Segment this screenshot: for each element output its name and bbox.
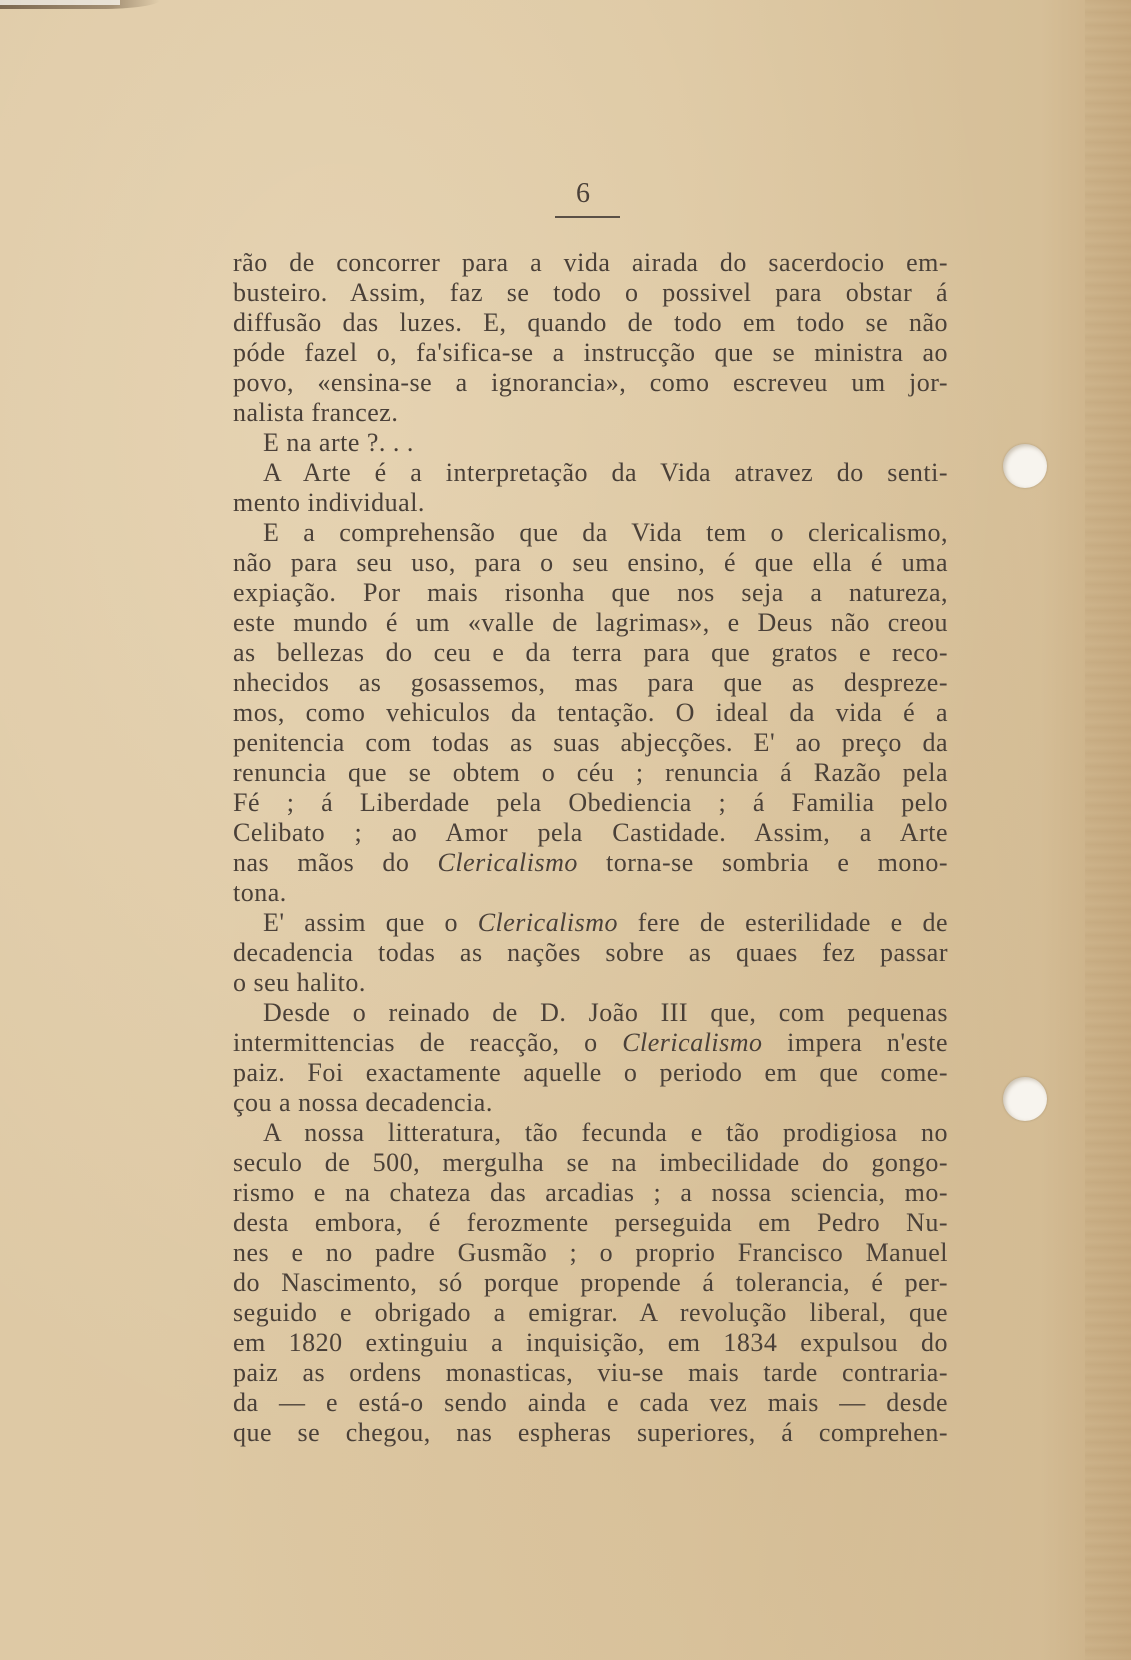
italic-term: Clericalismo: [437, 848, 578, 877]
text-line: em 1820 extinguiu a inquisição, em 1834 expulsou do: [233, 1328, 948, 1357]
text-line: decadencia todas as nações sobre as quaes fez passar: [233, 938, 948, 967]
punch-hole: [1003, 1077, 1047, 1121]
text-line: póde fazel o, fa'sifica-se a instrucção que se ministra ao: [233, 338, 948, 367]
text-line: o seu halito.: [233, 968, 366, 997]
text-line: paiz as ordens monasticas, viu-se mais tarde contraria-: [233, 1358, 948, 1387]
text-line: [233, 1028, 948, 1058]
text-line: Desde o reinado de D. João III que, com pequenas: [263, 998, 948, 1027]
text-line: çou a nossa decadencia.: [233, 1088, 493, 1117]
page-number: 6: [576, 178, 590, 209]
text-line: A Arte é a interpretação da Vida atravez do senti-: [263, 458, 948, 487]
text-line: nes e no padre Gusmão ; o proprio Francisco Manuel: [233, 1238, 948, 1267]
paragraph: [233, 908, 948, 998]
text-line: renuncia que se obtem o céu ; renuncia á Razão pela: [233, 758, 948, 787]
line-segment: impera n'este: [762, 1028, 948, 1057]
line-segment: nas mãos do: [233, 848, 438, 877]
italic-term: Clericalismo: [622, 1028, 763, 1057]
paragraph: [233, 518, 948, 908]
paragraph: [233, 998, 948, 1118]
paragraph: [233, 248, 948, 428]
torn-corner-highlight: [0, 0, 120, 5]
line-segment: E' assim que o: [263, 908, 478, 937]
text-line: mento individual.: [233, 488, 425, 517]
italic-term: Clericalismo: [477, 908, 619, 937]
text-line: da — e está-o sendo ainda e cada vez mais — desde: [233, 1388, 948, 1417]
text-line: rão de concorrer para a vida airada do sacerdocio em-: [233, 248, 948, 277]
line-segment: torna-se sombria e mono-: [577, 848, 948, 877]
text-line: do Nascimento, só porque propende á tolerancia, é per-: [233, 1268, 948, 1297]
text-line: este mundo é um «valle de lagrimas», e Deus não creou: [233, 608, 948, 637]
text-line: tona.: [233, 878, 287, 907]
text-line: busteiro. Assim, faz se todo o possivel para obstar á: [233, 278, 948, 307]
page-number-rule: [555, 216, 620, 218]
text-line: mos, como vehiculos da tentação. O ideal da vida é a: [233, 698, 948, 727]
text-line: povo, «ensina-se a ignorancia», como escreveu um jor-: [233, 368, 948, 397]
paragraph: [233, 428, 948, 458]
text-line: nhecidos as gosassemos, mas para que as despreze-: [233, 668, 948, 697]
text-line: diffusão das luzes. E, quando de todo em todo se não: [233, 308, 948, 337]
text-line: penitencia com todas as suas abjecções. E' ao preço da: [233, 728, 948, 757]
text-line: Fé ; á Liberdade pela Obediencia ; á Familia pelo: [233, 788, 948, 817]
text-line: Celibato ; ao Amor pela Castidade. Assim, a Arte: [233, 818, 948, 847]
text-line: expiação. Por mais risonha que nos seja a natureza,: [233, 578, 948, 607]
text-line: seculo de 500, mergulha se na imbecilidade do gongo-: [233, 1148, 948, 1177]
text-line: E na arte ?. . .: [263, 428, 414, 457]
text-line: nalista francez.: [233, 398, 399, 427]
text-line: [233, 908, 948, 938]
line-segment: intermittencias de reacção, o: [233, 1028, 623, 1057]
text-line: paiz. Foi exactamente aquelle o periodo em que come-: [233, 1058, 948, 1087]
line-segment: fere de esterilidade e de: [618, 908, 948, 937]
text-line: rismo e na chateza das arcadias ; a nossa sciencia, mo-: [233, 1178, 948, 1207]
paragraph: [233, 1118, 948, 1448]
text-line: seguido e obrigado a emigrar. A revolução liberal, que: [233, 1298, 948, 1327]
text-line: que se chegou, nas espheras superiores, á comprehen-: [233, 1418, 948, 1447]
page-edge-shading: [1085, 0, 1131, 1660]
punch-hole: [1003, 444, 1047, 488]
text-line: E a comprehensão que da Vida tem o clericalismo,: [263, 518, 948, 547]
text-line: desta embora, é ferozmente perseguida em Pedro Nu-: [233, 1208, 948, 1237]
text-line: [233, 848, 948, 878]
paragraph: [233, 458, 948, 518]
text-line: A nossa litteratura, tão fecunda e tão prodigiosa no: [263, 1118, 948, 1147]
body-text: [233, 248, 948, 1448]
text-line: não para seu uso, para o seu ensino, é que ella é uma: [233, 548, 948, 577]
text-line: as bellezas do ceu e da terra para que gratos e reco-: [233, 638, 948, 667]
